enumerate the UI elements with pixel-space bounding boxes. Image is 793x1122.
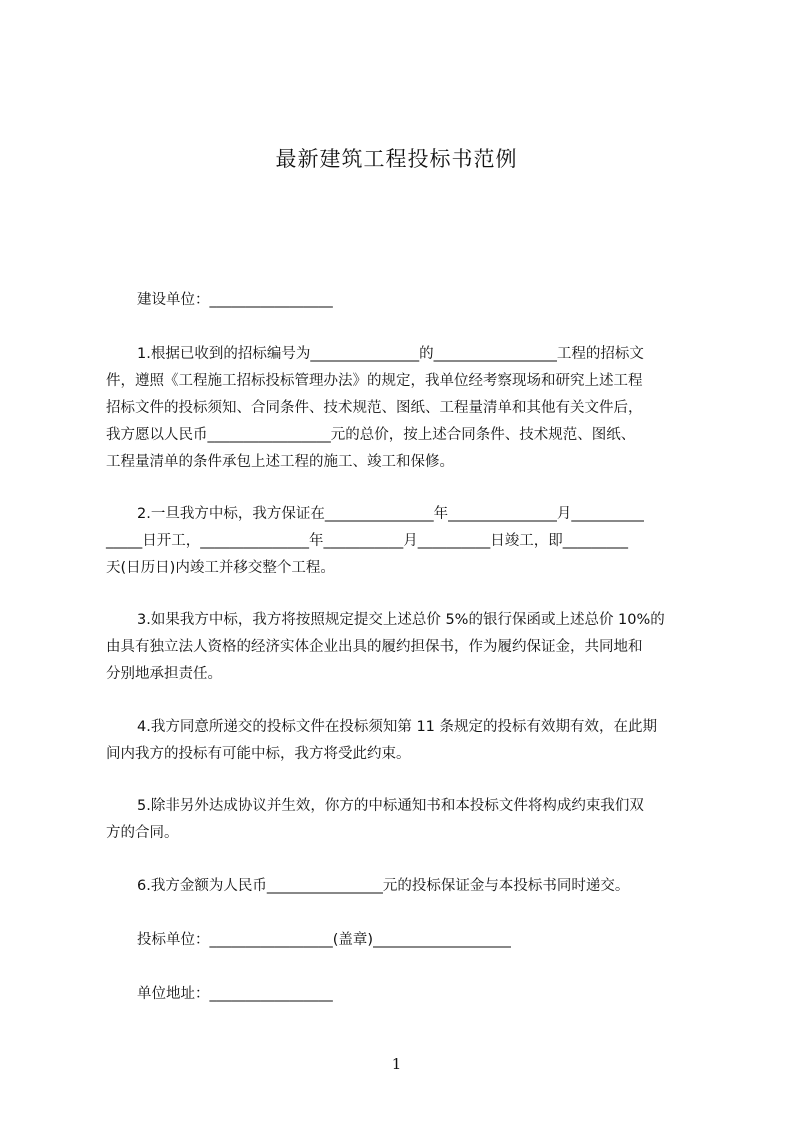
page-number: 1 — [391, 1055, 402, 1073]
clause-5-line-2: 方的合同。 — [106, 825, 179, 841]
clause-3-line-2: 由具有独立法人资格的经济实体企业出具的履约担保书，作为履约保证金，共同地和 — [106, 639, 643, 655]
clause-1-line-5: 工程量清单的条件承包上述工程的施工、竣工和保修。 — [106, 454, 454, 470]
clause-1-line-2: 件，遵照《工程施工招标投标管理办法》的规定，我单位经考察现场和研究上述工程 — [106, 373, 643, 389]
clause-5-line-1: 5.除非另外达成协议并生效，你方的中标通知书和本投标文件将构成约束我们双 — [137, 798, 644, 814]
clause-3-line-1: 3.如果我方中标，我方将按照规定提交上述总价 5%的银行保函或上述总价 10%的 — [137, 612, 665, 628]
clause-1-line-3: 招标文件的投标须知、合同条件、技术规范、图纸、工程量清单和其他有关文件后， — [106, 400, 643, 416]
page-title: 最新建筑工程投标书范例 — [275, 147, 518, 171]
bidder-unit-line: 投标单位：_________________(盖章)___________________ — [137, 932, 511, 948]
clause-4-line-2: 间内我方的投标有可能中标，我方将受此约束。 — [106, 746, 411, 762]
clause-2-line-2: _____日开工，_______________年___________月__________日竣工，即_________ — [106, 533, 628, 549]
clause-2-line-1: 2.一旦我方中标，我方保证在_______________年_______________月__________ — [137, 506, 644, 522]
clause-3-line-3: 分别地承担责任。 — [106, 666, 222, 682]
clause-6-line: 6.我方金额为人民币________________元的投标保证金与本投标书同时递交。 — [137, 878, 630, 894]
construction-unit-line: 建设单位：_________________ — [137, 292, 333, 308]
clause-4-line-1: 4.我方同意所递交的投标文件在投标须知第 11 条规定的投标有效期有效，在此期 — [137, 719, 658, 735]
clause-1-line-4: 我方愿以人民币_________________元的总价，按上述合同条件、技术规范、图纸、 — [106, 427, 636, 443]
clause-1-line-1: 1.根据已收到的招标编号为_______________的_________________工程的招标文 — [137, 346, 644, 362]
unit-address-line: 单位地址：_________________ — [137, 986, 333, 1002]
clause-2-line-3: 天(日历日)内竣工并移交整个工程。 — [106, 560, 335, 576]
